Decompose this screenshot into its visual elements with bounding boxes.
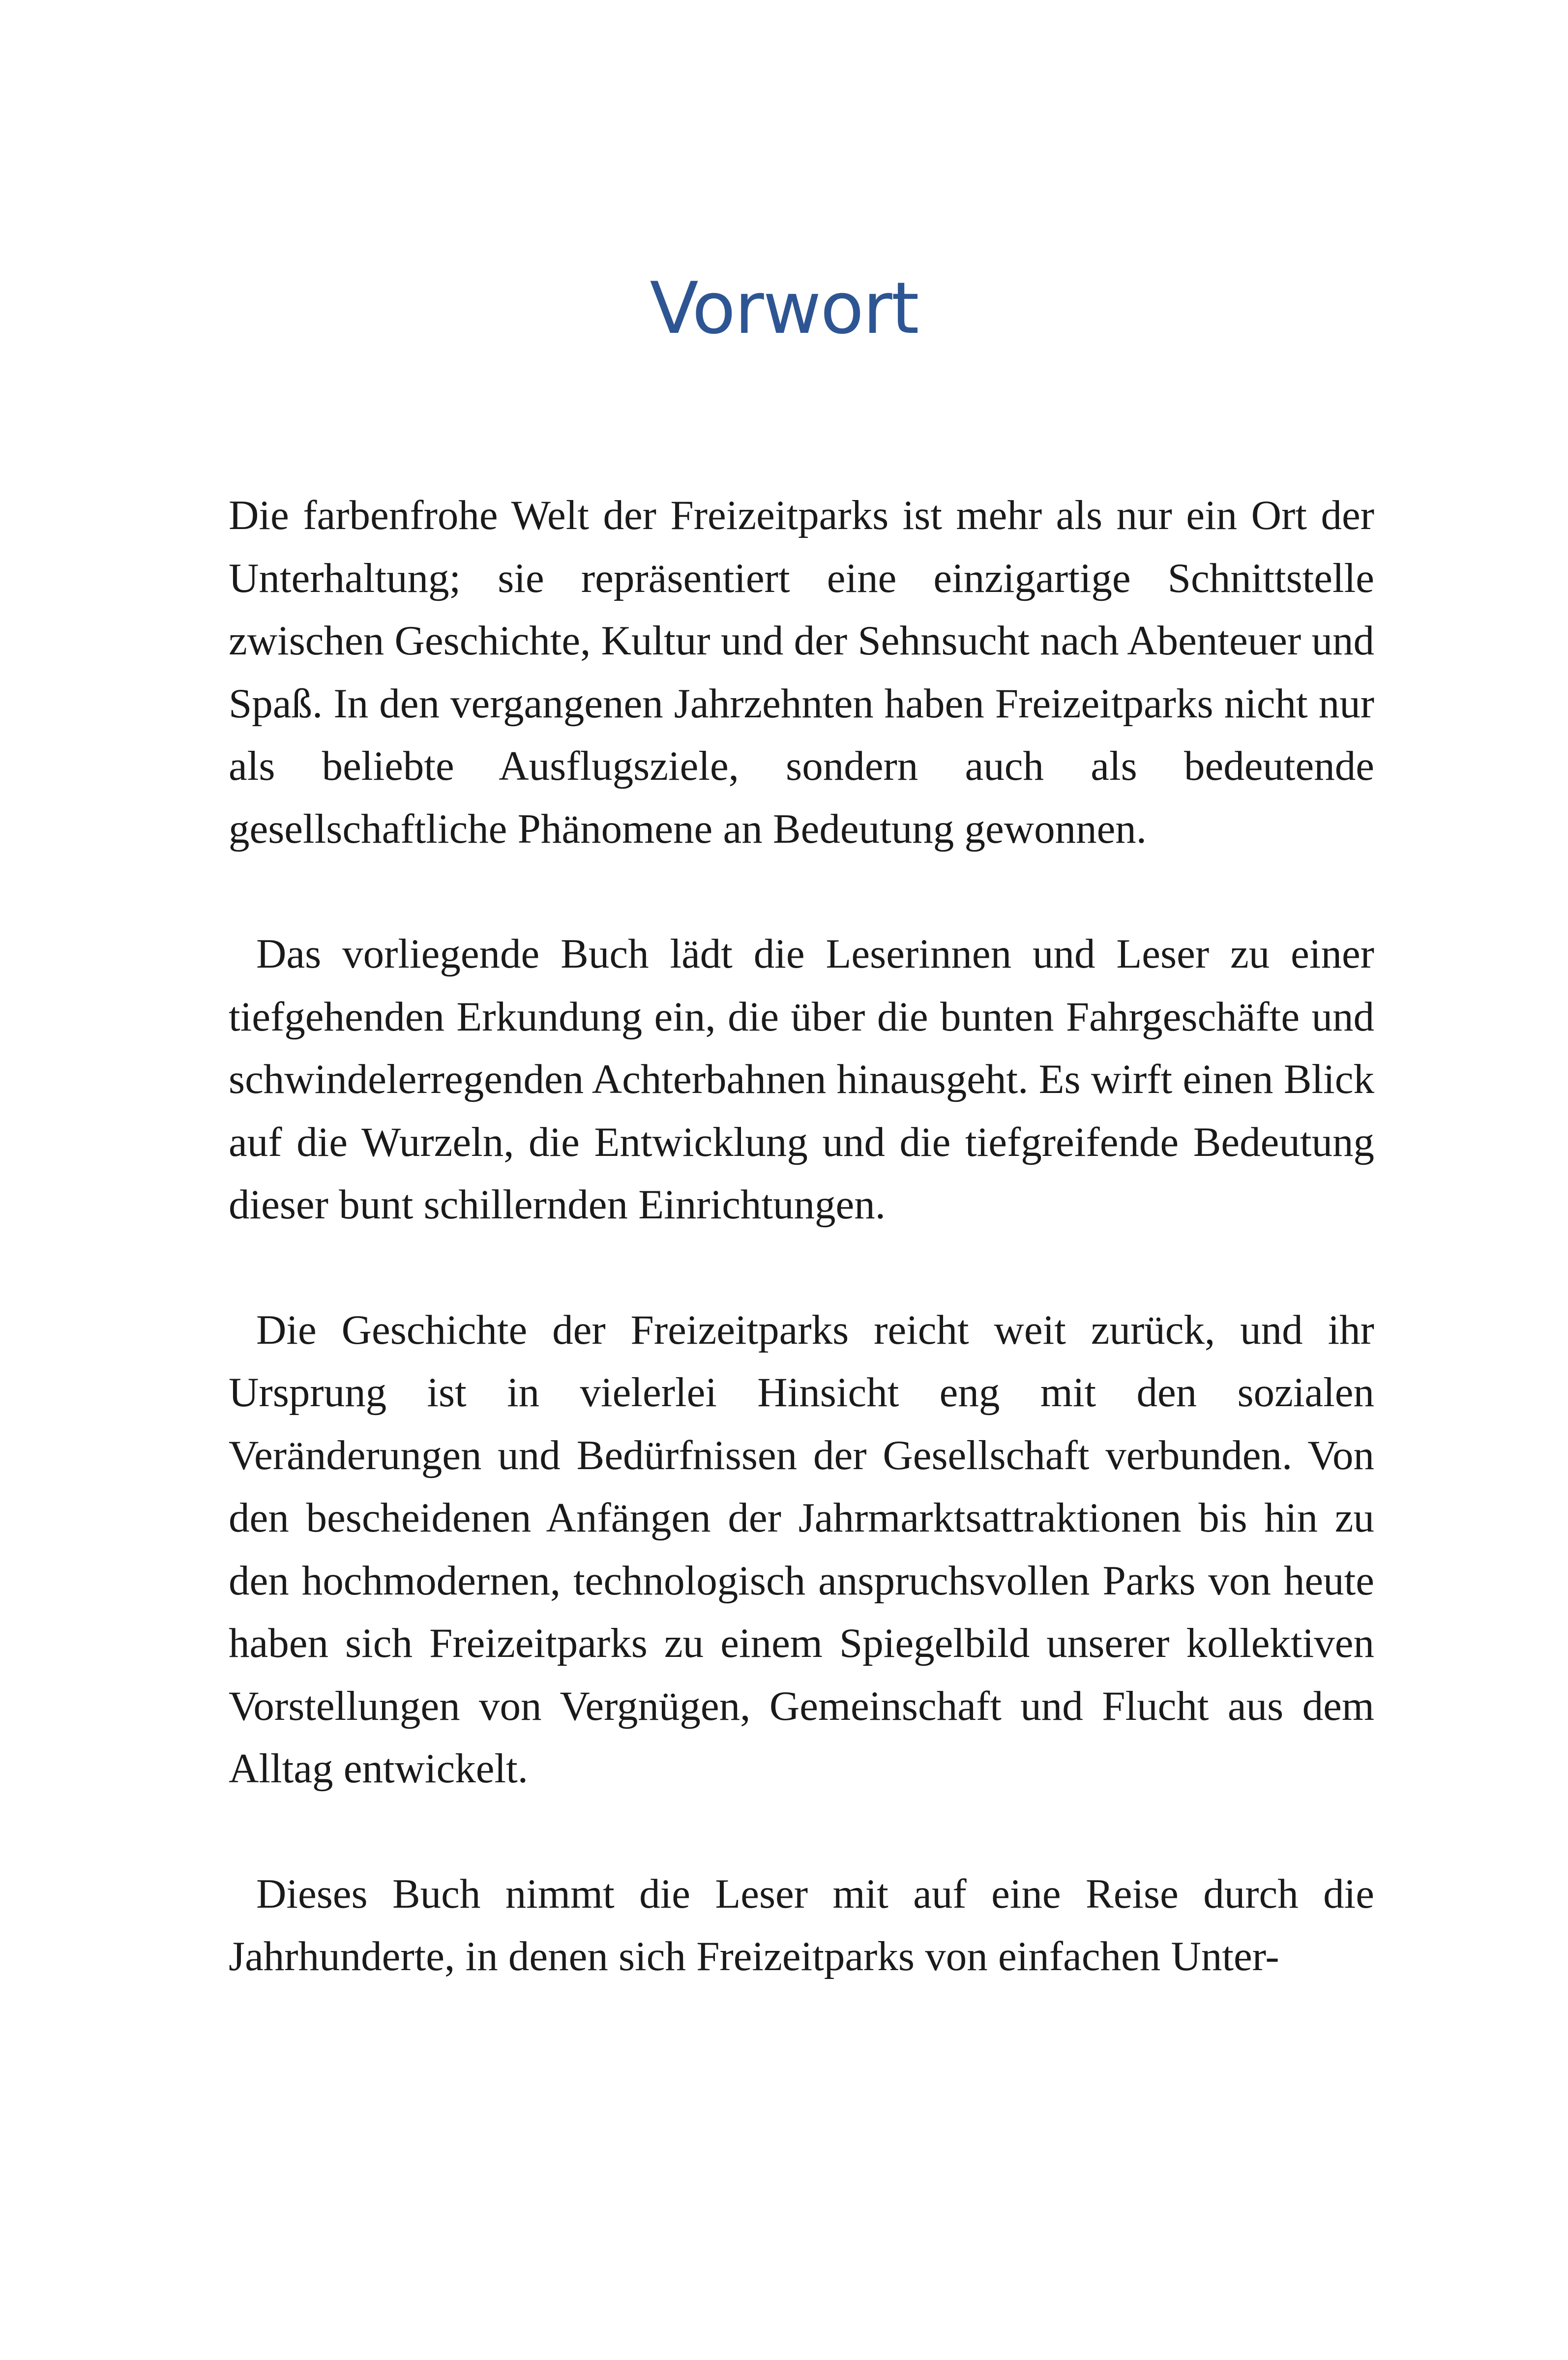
paragraph-1: Die farbenfrohe Welt der Freizeitparks ist mehr als nur ein Ort der Unterhaltung; sie repräsentiert eine einzigartige Schnittstelle zwischen Geschichte, Kultur und der Sehnsucht nach Abenteuer und Spaß. In den vergangenen Jahrzehnten haben Freizeitparks nicht nur als beliebte Ausflugsziele, sondern auch als bedeutende gesellschaftliche Phänomene an Bedeutung gewonnen. — [229, 492, 1374, 852]
paragraph-2: Das vorliegende Buch lädt die Leserinnen und Leser zu einer tiefgehenden Erkundung ein, die über die bunten Fahrgeschäfte und schwindelerregenden Achterbahnen hinausgeht. Es wirft einen Blick auf die Wurzeln, die Entwicklung und die tiefgreifende Bedeutung dieser bunt schillernden Einrichtungen. — [229, 931, 1374, 1228]
body-text — [229, 484, 1374, 1988]
paragraph-4: Dieses Buch nimmt die Leser mit auf eine Reise durch die Jahrhunderte, in denen sich Freizeitparks von einfachen Unter- — [229, 1870, 1374, 1979]
paragraph-3: Die Geschichte der Freizeitparks reicht weit zurück, und ihr Ursprung ist in vielerlei Hinsicht eng mit den sozialen Veränderungen und Bedürfnissen der Gesellschaft verbunden. Von den bescheidenen Anfängen der Jahrmarktsattraktionen bis hin zu den hochmodernen, technologisch anspruchsvollen Parks von heute haben sich Freizeitparks zu einem Spiegelbild unserer kollektiven Vorstellungen von Vergnügen, Gemeinschaft und Flucht aus dem Alltag entwickelt. — [229, 1306, 1374, 1792]
chapter-title: Vorwort — [650, 267, 918, 350]
